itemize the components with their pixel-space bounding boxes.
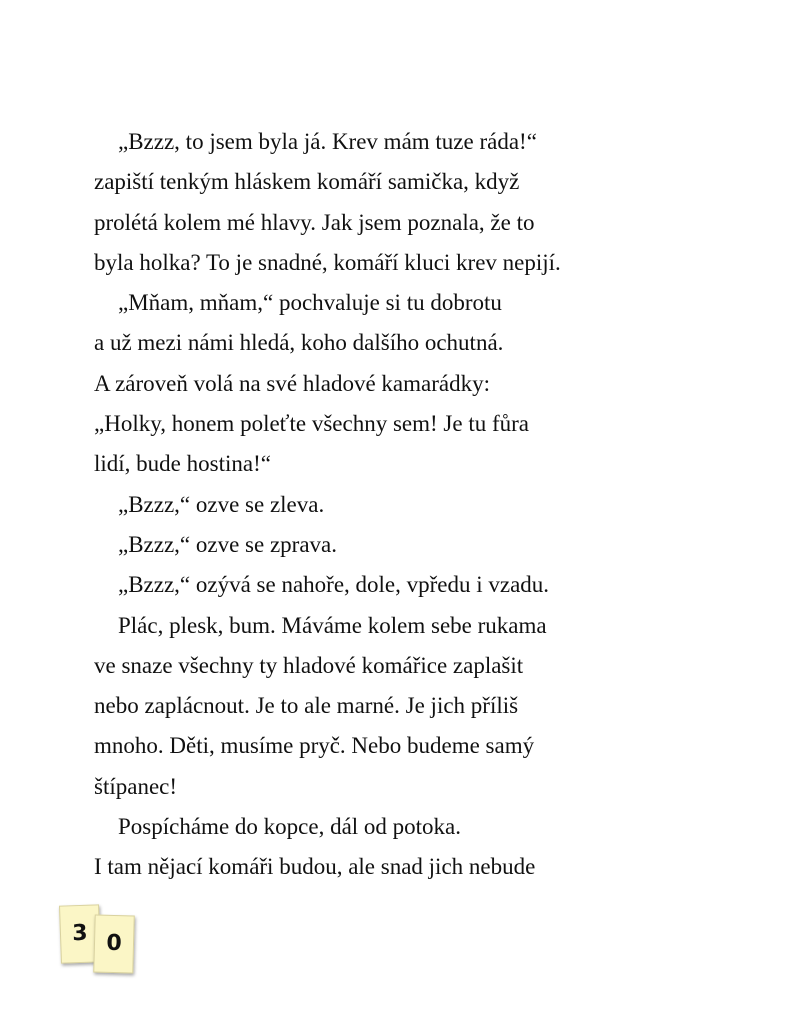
text-line: nebo zaplácnout. Je to ale marné. Je jich příliš xyxy=(94,693,519,719)
text-line: lidí, bude hostina!“ xyxy=(94,451,271,477)
text-line: „Mňam, mňam,“ pochvaluje si tu dobrotu xyxy=(118,290,502,316)
text-line: „Bzzz, to jsem byla já. Krev mám tuze ráda!“ xyxy=(118,129,537,154)
text-line: Plác, plesk, bum. Máváme kolem sebe rukama xyxy=(118,612,547,638)
text-line: zapiští tenkým hláskem komáří samička, když xyxy=(94,169,520,195)
page-number-digit: 0 xyxy=(93,914,135,973)
text-line: „Holky, honem poleťte všechny sem! Je tu fůra xyxy=(94,411,529,437)
page-number xyxy=(60,905,140,975)
text-line: „Bzzz,“ ozývá se nahoře, dole, vpředu i vzadu. xyxy=(118,572,550,598)
text-line: „Bzzz,“ ozve se zleva. xyxy=(118,491,325,517)
text-line: a už mezi námi hledá, koho dalšího ochutná. xyxy=(94,330,504,356)
text-line: byla holka? To je snadné, komáří kluci krev nepijí. xyxy=(94,249,561,275)
text-line: mnoho. Děti, musíme pryč. Nebo budeme samý xyxy=(94,733,535,759)
text-line: I tam nějací komáři budou, ale snad jich nebude xyxy=(94,854,536,880)
text-line: „Bzzz,“ ozve se zprava. xyxy=(118,531,337,557)
text-line: štípanec! xyxy=(94,773,178,799)
text-line: A zároveň volá na své hladové kamarádky: xyxy=(94,370,490,396)
text-line: Pospícháme do kopce, dál od potoka. xyxy=(118,814,462,840)
text-line: prolétá kolem mé hlavy. Jak jsem poznala, že to xyxy=(94,209,535,235)
page-number-digit: 3 xyxy=(59,904,101,963)
text-line: ve snaze všechny ty hladové komářice zaplašit xyxy=(94,652,524,678)
body-text xyxy=(94,122,714,888)
